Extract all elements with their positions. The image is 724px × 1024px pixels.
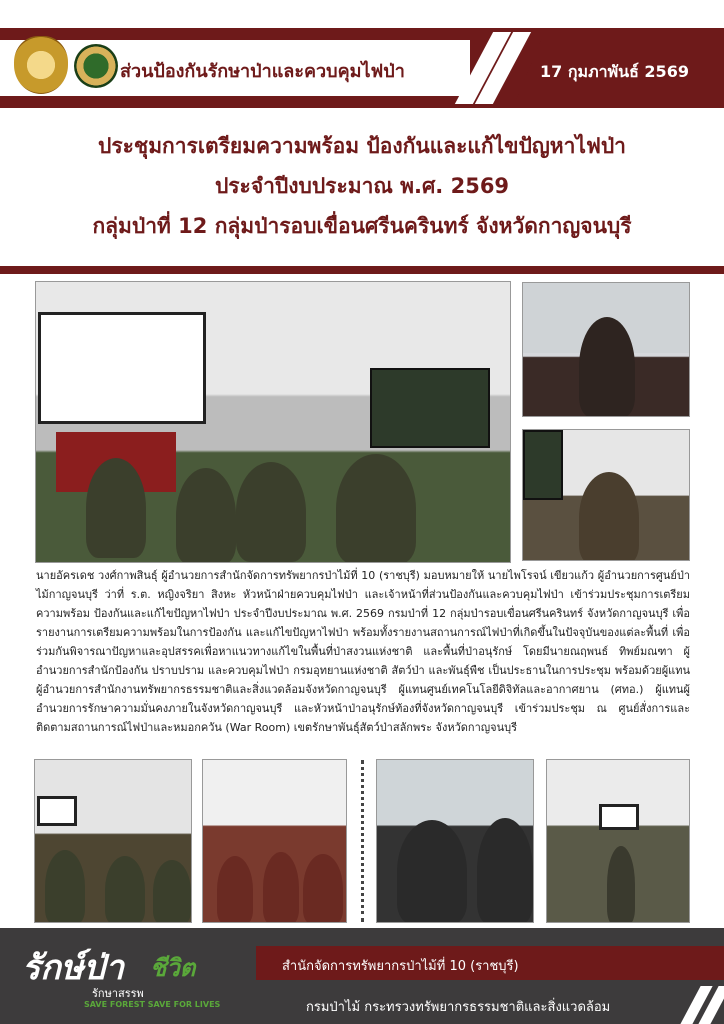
attendee (236, 462, 306, 562)
brand-subtitle: รักษาสรรพ (92, 987, 144, 1000)
attendee (153, 860, 191, 923)
window (370, 368, 490, 448)
forest-department-logo (74, 44, 118, 88)
official (397, 820, 467, 923)
photo-attendees-1 (34, 759, 192, 923)
attendee (263, 852, 299, 923)
headline-line-1: ประชุมการเตรียมความพร้อม ป้องกันและแก้ไขปัญหาไฟป่า (98, 134, 626, 158)
photo-divider (361, 760, 364, 922)
header-title: ส่วนป้องกันรักษาป่าและควบคุมไฟป่า (120, 61, 405, 82)
footer-org: สำนักจัดการทรัพยากรป่าไม้ที่ 10 (ราชบุรี) (282, 959, 519, 974)
brand-accent: ชีวิต (150, 954, 196, 982)
window (523, 430, 563, 500)
photo-chairman-speaking (522, 282, 690, 417)
brand-title: รักษ์ป่า (22, 948, 124, 988)
headline-line-3: กลุ่มป่าที่ 12 กลุ่มป่ารอบเขื่อนศรีนครินทร์ จังหวัดกาญจนบุรี (92, 214, 632, 238)
speaker (579, 317, 635, 417)
attendee (217, 856, 253, 923)
screen (599, 804, 639, 830)
attendee (105, 856, 145, 923)
headline-line-2: ประจำปีงบประมาณ พ.ศ. 2569 (214, 174, 510, 198)
speaker (579, 472, 639, 561)
screen (37, 796, 77, 826)
brand-slogan: SAVE FOREST SAVE FOR LIVES (84, 1000, 221, 1009)
attendee (176, 468, 236, 563)
header (0, 0, 724, 112)
photo-meeting-room (35, 281, 511, 563)
photo-officials-table (376, 759, 534, 923)
footer-ministry: กรมป่าไม้ กระทรวงทรัพยากรธรรมชาติและสิ่งแวดล้อม (306, 1000, 611, 1015)
agency-seal-logo (14, 36, 68, 94)
attendee (607, 846, 635, 923)
divider-bar (0, 266, 724, 274)
news-paragraph: นายอัครเดช วงศ์กาพสินธุ์ ผู้อำนวยการสำนักจัดการทรัพยากรป่าไม้ที่ 10 (ราชบุรี) มอบหมายให้ นายไพโรจน์ เขียวแก้ว ผู้อำนวยการศูนย์ป่าไม้กาญจนบุรี ว่าที่ ร.ต. หญิงจริยา สิงหะ หัวหน้าฝ่ายควบคุมไฟป่า และเจ้าหน้าที่ส่วนป้องกันและควบคุมไฟป่า เข้าร่วมประชุมการเตรียมความพร้อม ป้องกันและแก้ไขปัญหาไฟป่า ประจำปีงบประมาณ พ.ศ. 2569 กรมป่าที่ 12 กลุ่มป่ารอบเขื่อนศรีนครินทร์ จังหวัดกาญจนบุรี เพื่อรายงานการเตรียมความพร้อมในการป้องกัน และแก้ไขปัญหาไฟป่า พร้อมทั้งรายงานสถานการณ์ไฟป่าที่เกิดขึ้นในปัจจุบันของแต่ละพื้นที่ เพื่อร่วมกันพิจารณาปัญหาและอุปสรรคเพื่อหาแนวทางแก้ไขในพื้นที่ป่าสงวนแห่งชาติ และพื้นที่ป่าอนุรักษ์ โดยมีนายณฤพนธ์ ทิพย์มณฑา ผู้อำนวยการสำนักป้องกัน ปราบปราม และควบคุมไฟป่า กรมอุทยานแห่งชาติ สัตว์ป่า และพันธุ์พืช เป็นประธานในการประชุม พร้อมด้วยผู้แทนผู้อำนวยการสำนักงานทรัพยากรธรรมชาติและสิ่งแวดล้อมจังหวัดกาญจนบุรี ผู้แทนศูนย์เทคโนโลยีดิจิทัลและอากาศยาน (ศทอ.) ผู้แทนผู้อำนวยการรักษาความมั่นคงภายในจังหวัดกาญจนบุรี และหัวหน้าป่าอนุรักษ์ท้องที่จังหวัดกาญจนบุรี เข้าร่วมประชุม ณ ศูนย์สั่งการและติดตามสถานการณ์ไฟป่าและหมอกควัน (War Room) เขตรักษาพันธุ์สัตว์ป่าสลักพระ จังหวัดกาญจนบุรี (36, 569, 690, 734)
attendee (86, 458, 146, 558)
attendee (303, 854, 343, 923)
attendee (45, 850, 85, 923)
headline (0, 126, 724, 246)
attendee (336, 454, 416, 563)
photo-conference-table (546, 759, 690, 923)
photo-attendees-2 (202, 759, 347, 923)
photo-official-speaking (522, 429, 690, 561)
date-text: 17 กุมภาพันธ์ 2569 (540, 62, 689, 81)
official (477, 818, 533, 923)
projector-screen (38, 312, 206, 424)
